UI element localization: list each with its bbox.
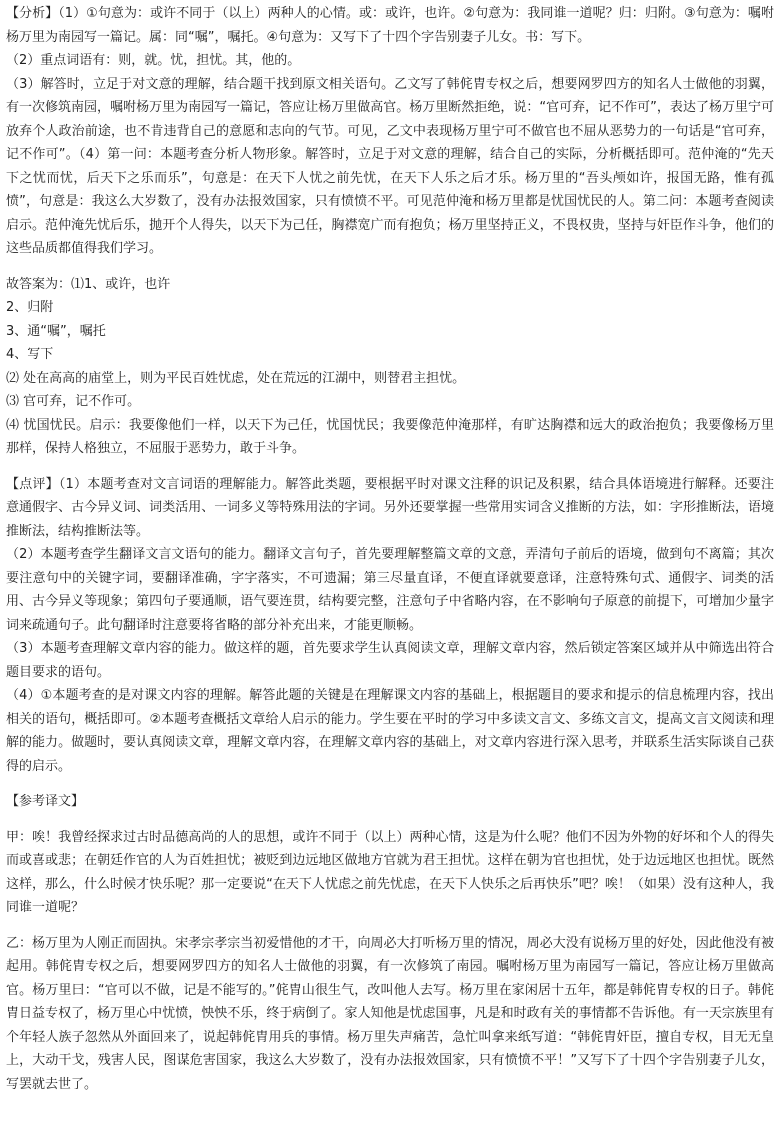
answer-line-5: ⑵ 处在高高的庙堂上，则为平民百姓忧虑，处在荒远的江湖中，则替君主担忧。 — [6, 370, 466, 386]
answer-line-7: ⑷ 忧国忧民。启示：我要像他们一样，以天下为己任，忧国忧民；我要像范仲淹那样，有旷达胸襟和远大的政治抱负；我要像杨万里那样，保持人格独立，不屈服于恶势力，敢于斗争。 — [6, 417, 774, 456]
answer-line-2: 2、归附 — [6, 300, 54, 315]
analysis-paragraph-3: （3）解答时，立足于对文意的理解，结合题干找到原文相关语句。乙文写了韩侂胄专权之后，想要网罗四方的知名人士做他的羽翼，有一次修筑南园，嘱咐杨万里为南园写一篇记，答应让杨万里做高官。杨万里断然拒绝，说：“官可弃，记不作可”，表达了杨万里宁可放弃个人政治前途，也不肯违背自己的意愿和志向的气节。可见，乙文中表现杨万里宁可不做官也不屈从恶势力的一句话是“官可弃，记不作可”。（4）第一问：本题考查分析人物形象。解答时，立足于对文意的理解，结合自己的实际，分析概括即可。范仲淹的“先天下之忧而忧，后天下之乐而乐”，句意是：在天下人忧之前先忧，在天下人乐之后才乐。杨万里的“吾头颅如许，报国无路，惟有孤愤”，句意是：我这么大岁数了，没有办法报效国家，只有愤愤不平。可见范仲淹和杨万里都是忧国忧民的人。第二问：本题考查阅读启示。范仲淹先忧后乐，抛开个人得失，以天下为己任，胸襟宽广而有抱负；杨万里坚持正义，不畏权贵，坚持与奸臣作斗争，他们的这些品质都值得我们学习。 — [6, 76, 774, 256]
answer-section — [6, 273, 774, 461]
translation-jia: 甲：唉！我曾经探求过古时品德高尚的人的思想，或许不同于（以上）两种心情，这是为什么呢？他们不因为外物的好坏和个人的得失而或喜或悲；在朝廷作官的人为百姓担忧；被贬到边远地区做地方官就为君王担忧。这样在朝为官也担忧，处于边远地区也担忧。既然这样，那么，什么时候才快乐呢？那一定要说“在天下人忧虑之前先忧虑，在天下人快乐之后再快乐”吧？唉！（如果）没有这种人，我同谁一道呢？ — [6, 829, 774, 915]
comment-paragraph-4: （4）①本题考查的是对课文内容的理解。解答此题的关键是在理解课文内容的基础上，根据题目的要求和提示的信息梳理内容，找出相关的语句，概括即可。②本题考查概括文章给人启示的能力。学生要在平时的学习中多读文言文、多练文言文，提高文言文阅读和理解的能力。做题时，要认真阅读文章，理解文章内容，在理解文章内容的基础上，对文章内容进行深入思考，并联系生活实际谈自己获得的启示。 — [6, 688, 774, 774]
analysis-paragraph-1: 【分析】（1）①句意为：或许不同于（以上）两种人的心情。或：或许，也许。②句意为：我同谁一道呢？归：归附。③句意为：嘱咐杨万里为南园写一篇记。属：同“嘱”，嘱托。④句意为：又写下了十四个字告别妻子儿女。书：写下。 — [6, 6, 774, 45]
analysis-section — [6, 2, 774, 261]
comment-label: 【点评】 — [6, 476, 59, 492]
translation-section — [6, 790, 774, 1096]
translation-label: 【参考译文】 — [6, 794, 85, 809]
comment-paragraph-2: （2）本题考查学生翻译文言文语句的能力。翻译文言句子，首先要理解整篇文章的文意，弄清句子前后的语境，做到句不离篇；其次要注意句中的关键字词，要翻译准确，字字落实，不可遗漏；第三尽量直译，不便直译就要意译，注意特殊句式、通假字、词类的活用、古今异义等现象；第四句子要通顺，语气要连贯，结构要完整，注意句子中省略内容，在不影响句子原意的前提下，可增加少量字词来疏通句子。此句翻译时注意要将省略的部分补充出来，才能更顺畅。 — [6, 547, 774, 633]
comment-paragraph-1: 【点评】（1）本题考查对文言词语的理解能力。解答此类题，要根据平时对课文注释的识记及积累，结合具体语境进行解释。还要注意通假字、古今异义词、词类活用、一词多义等特殊用法的字词。另外还要掌握一些常用实词含义推断的方法，如：字形推断法，语境推断法，结构推断法等。 — [6, 476, 774, 539]
translation-yi: 乙：杨万里为人刚正而固执。宋孝宗孝宗当初爱惜他的才干，向周必大打听杨万里的情况，周必大没有说杨万里的好处，因此他没有被起用。韩侂胄专权之后，想要网罗四方的知名人士做他的羽翼，有一次修筑了南园。嘱咐杨万里为南园写一篇记，答应让杨万里做高官。杨万里曰：“官可以不做，记是不能写的。”侂胄山很生气，改叫他人去写。杨万里在家闲居十五年，都是韩侂胄专权的日子。韩侂胄日益专权了，杨万里心中忧愤，怏怏不乐，终于病倒了。家人知他是忧虑国事，凡是和时政有关的事情都不告诉他。有一天宗族里有个年轻人族子忽然从外面回来了，说起韩侂胄用兵的事情。杨万里失声痛苦，急忙叫拿来纸写道：“韩侂胄奸臣，擅自专权，目无无皇上，大动干戈，残害人民，图谋危害国家，我这么大岁数了，没有办法报效国家，只有愤愤不平！”又写下了十四个字告别妻子儿女，写罢就去世了。 — [6, 935, 774, 1092]
answer-line-4: 4、写下 — [6, 347, 54, 362]
analysis-label: 【分析】 — [6, 6, 59, 21]
answer-line-1: 故答案为：⑴1、或许，也许 — [6, 276, 171, 292]
answer-line-6: ⑶ 官可弃，记不作可。 — [6, 394, 141, 409]
comment-section — [6, 473, 774, 779]
comment-paragraph-3: （3）本题考查理解文章内容的能力。做这样的题，首先要求学生认真阅读文章，理解文章内容，然后锁定答案区域并从中筛选出符合题目要求的语句。 — [6, 641, 774, 680]
answer-line-3: 3、通“嘱”，嘱托 — [6, 323, 106, 339]
analysis-paragraph-2: （2）重点词语有：则，就。忧，担忧。其，他的。 — [6, 53, 301, 68]
